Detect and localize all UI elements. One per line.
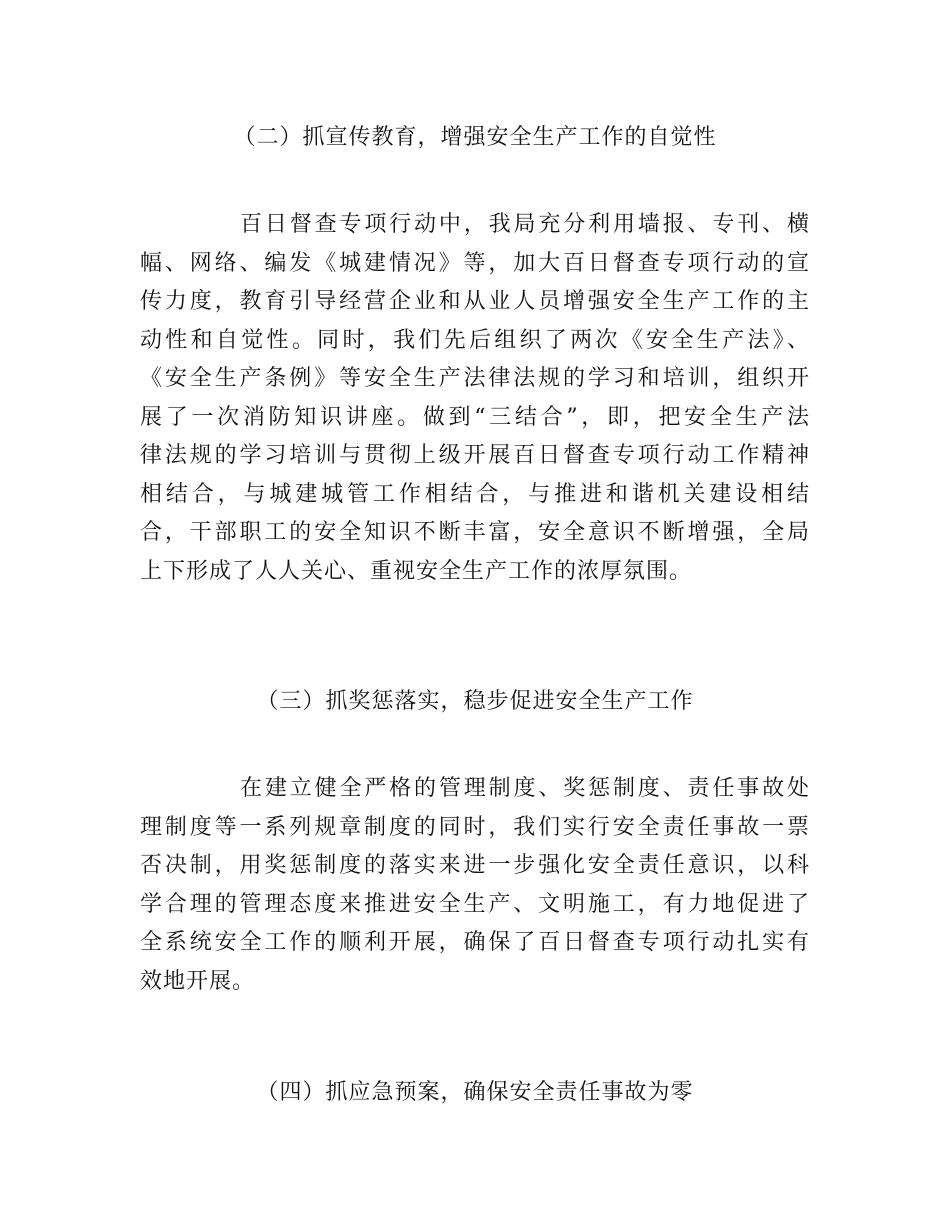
paragraph-line: 全系统安全工作的顺利开展，确保了百日督查专项行动扎实有: [140, 930, 810, 955]
paragraph-line: 动性和自觉性。同时，我们先后组织了两次《安全生产法》、: [140, 327, 810, 353]
section-paragraph-3: [140, 770, 810, 1001]
section-heading-4: （四）抓应急预案，确保安全责任事故为零: [256, 1080, 694, 1105]
paragraph-line: 律法规的学习培训与贯彻上级开展百日督查专项行动工作精神: [140, 443, 810, 468]
paragraph-line: 理制度等一系列规章制度的同时，我们实行安全责任事故一票: [140, 814, 810, 840]
paragraph-line: 在建立健全严格的管理制度、奖惩制度、责任事故处: [240, 776, 810, 801]
paragraph-line: 学合理的管理态度来推进安全生产、文明施工，有力地促进了: [140, 891, 810, 917]
paragraph-line: 效地开展。: [140, 968, 256, 994]
paragraph-line: 百日督查专项行动中，我局充分利用墙报、专刊、横: [240, 212, 810, 237]
paragraph-line: 《安全生产条例》等安全生产法律法规的学习和培训，组织开: [140, 366, 810, 391]
paragraph-line: 幅、网络、编发《城建情况》等，加大百日督查专项行动的宣: [140, 250, 810, 276]
paragraph-line: 展了一次消防知识讲座。做到“三结合”，即，把安全生产法: [140, 404, 810, 430]
paragraph-line: 合，干部职工的安全知识不断丰富，安全意识不断增强，全局: [140, 520, 810, 545]
section-heading-2: （二）抓宣传教育，增强安全生产工作的自觉性: [233, 125, 717, 150]
paragraph-line: 否决制，用奖惩制度的落实来进一步强化安全责任意识，以科: [140, 853, 810, 878]
paragraph-line: 传力度，教育引导经营企业和从业人员增强安全生产工作的主: [140, 289, 810, 314]
paragraph-line: 相结合，与城建城管工作相结合，与推进和谐机关建设相结: [140, 481, 810, 507]
paragraph-line: 上下形成了人人关心、重视安全生产工作的浓厚氛围。: [140, 558, 693, 584]
section-heading-3: （三）抓奖惩落实，稳步促进安全生产工作: [256, 689, 694, 714]
section-paragraph-2: [140, 206, 810, 591]
